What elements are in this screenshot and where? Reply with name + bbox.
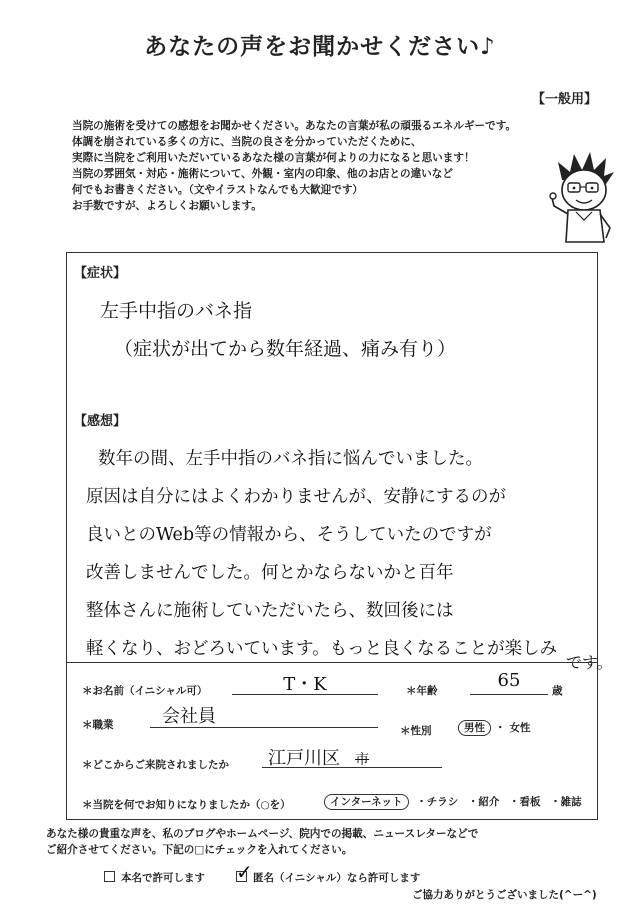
impressions-text — [86, 440, 557, 668]
from-field[interactable] — [262, 744, 442, 768]
intro-line: お手数ですが、よろしくお願いします。 — [72, 200, 262, 212]
intro-text — [72, 118, 572, 214]
symptoms-line: （症状が出てから数年経過、痛み有り） — [114, 338, 457, 360]
form-divider — [66, 662, 598, 663]
gender-male-option[interactable]: 男性 — [458, 720, 491, 736]
job-label: ＊職業 — [82, 719, 114, 731]
consent-option-real-name[interactable] — [104, 870, 205, 885]
gender-separator: ・ — [495, 722, 506, 734]
mascot-illustration — [548, 150, 620, 250]
intro-line: 当院の施術を受けての感想をお聞かせください。あなたの言葉が私の頑張るエネルギーです。 — [72, 120, 517, 132]
source-option-signboard[interactable]: ・看板 — [509, 796, 541, 808]
symptoms-label: 【症状】 — [74, 266, 127, 281]
impressions-line: 数年の間、左手中指のバネ指に悩んでいました。 — [98, 449, 483, 469]
from-extra: 市 — [355, 752, 370, 768]
impressions-line: 原因は自分にはよくわかりませんが、安静にするのが — [86, 487, 506, 507]
intro-line: 当院の雰囲気・対応・施術について、外観・室内の印象、他のお店との違いなど — [72, 168, 453, 180]
consent-line: あなた様の貴重な声を、私のブログやホームページ、院内での掲載、ニュースレターなどで — [46, 828, 479, 840]
name-value: T・K — [283, 674, 327, 695]
name-field[interactable] — [232, 670, 378, 695]
source-option-internet[interactable]: インターネット — [324, 794, 409, 810]
impressions-trailing: です。 — [566, 653, 613, 672]
consent-option-anonymous[interactable] — [236, 870, 420, 885]
source-label: ＊当院を何でお知りになりましたか（○を） — [82, 799, 291, 811]
consent-line: ご紹介させてください。下記の□にチェックを入れてください。 — [46, 844, 353, 856]
impressions-line: 改善しませんでした。何とかならないかと百年 — [86, 563, 454, 583]
source-option-magazine[interactable]: ・雑誌 — [550, 796, 582, 808]
symptoms-text — [100, 292, 456, 368]
source-option-flyer[interactable]: ・チラシ — [416, 796, 459, 808]
gender-female-option[interactable]: 女性 — [509, 722, 531, 734]
age-value: 65 — [497, 670, 521, 691]
anonymous-checkmark: ✓ — [236, 860, 253, 884]
job-field[interactable] — [150, 702, 378, 728]
intro-line: 実際に当院をご利用いただいているあなた様の言葉が何よりの力になると思います！ — [72, 152, 475, 164]
impressions-line: 整体さんに施術していただいたら、数回後には — [86, 601, 454, 621]
form-category: 【一般用】 — [532, 92, 598, 107]
gender-label: ＊性別 — [400, 725, 432, 737]
symptoms-line: 左手中指のバネ指 — [100, 300, 253, 322]
age-unit: 歳 — [552, 685, 563, 697]
job-value: 会社員 — [162, 706, 216, 727]
name-label: ＊お名前（イニシャル可） — [82, 685, 208, 697]
intro-line: 何でもお書きください。（文やイラストなんでも大歓迎です） — [72, 184, 364, 196]
page-title: あなたの声をお聞かせください♪ — [144, 34, 496, 60]
real-name-checkbox[interactable] — [104, 871, 115, 882]
intro-line: 体調を崩されている多くの方に、当院の良さを分かっていただくために、 — [72, 136, 422, 148]
impressions-line: 良いとのWeb等の情報から、そうしていたのですが — [86, 525, 492, 545]
impressions-label: 【感想】 — [74, 414, 127, 429]
age-label: ＊年齢 — [406, 685, 438, 697]
source-option-referral[interactable]: ・紹介 — [467, 796, 500, 808]
from-value: 江戸川区 — [268, 748, 340, 769]
gender-options — [458, 720, 531, 735]
from-label: ＊どこからご来院されましたか — [82, 759, 229, 771]
age-field[interactable] — [470, 670, 548, 695]
anonymous-label: 匿名（イニシャル）なら許可します — [253, 872, 421, 884]
real-name-label: 本名で許可します — [121, 872, 205, 884]
consent-text — [46, 826, 478, 858]
source-options — [324, 794, 582, 809]
impressions-line: 軽くなり、おどろいています。もっと良くなることが楽しみ — [86, 639, 558, 659]
thanks-text: ご協力ありがとうございました(^ー^) — [412, 889, 597, 901]
